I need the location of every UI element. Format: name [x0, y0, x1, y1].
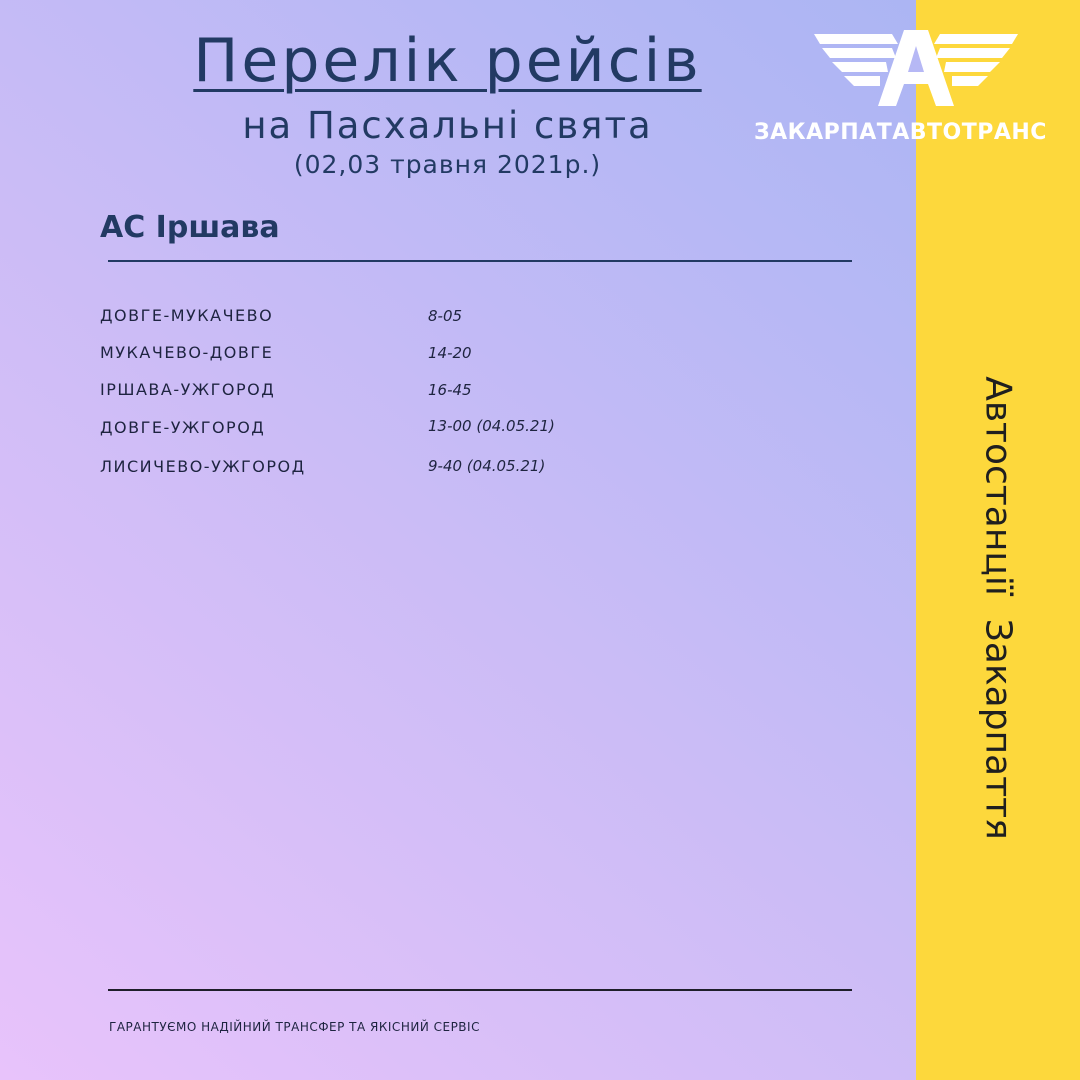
winged-a-logo-icon — [812, 30, 1020, 110]
departure-time: 16-45 — [428, 381, 472, 399]
route-name: ІРШАВА-УЖГОРОД — [100, 380, 276, 399]
page-subtitle: на Пасхальні свята — [242, 104, 653, 147]
route-name: ДОВГЕ-МУКАЧЕВО — [100, 306, 274, 325]
brand-name: ЗАКАРПАТАВТОТРАНС — [754, 120, 1047, 145]
bottom-divider — [108, 989, 852, 991]
departure-time: 9-40 (04.05.21) — [428, 457, 546, 475]
top-divider — [108, 260, 852, 262]
route-name: МУКАЧЕВО-ДОВГЕ — [100, 343, 274, 362]
route-name: ЛИСИЧЕВО-УЖГОРОД — [100, 457, 306, 476]
date-range: (02,03 травня 2021р.) — [293, 150, 602, 179]
departure-time: 14-20 — [428, 344, 472, 362]
route-name: ДОВГЕ-УЖГОРОД — [100, 418, 266, 437]
page-title: Перелік рейсів — [193, 26, 702, 96]
station-name: АС Іршава — [100, 210, 280, 245]
footer-slogan: ГАРАНТУЄМО НАДІЙНИЙ ТРАНСФЕР ТА ЯКІСНИЙ СЕРВІС — [109, 1020, 480, 1034]
side-band-text: Автостанції Закарпаття — [977, 376, 1019, 840]
departure-time: 13-00 (04.05.21) — [428, 417, 555, 435]
departure-time: 8-05 — [428, 307, 463, 325]
